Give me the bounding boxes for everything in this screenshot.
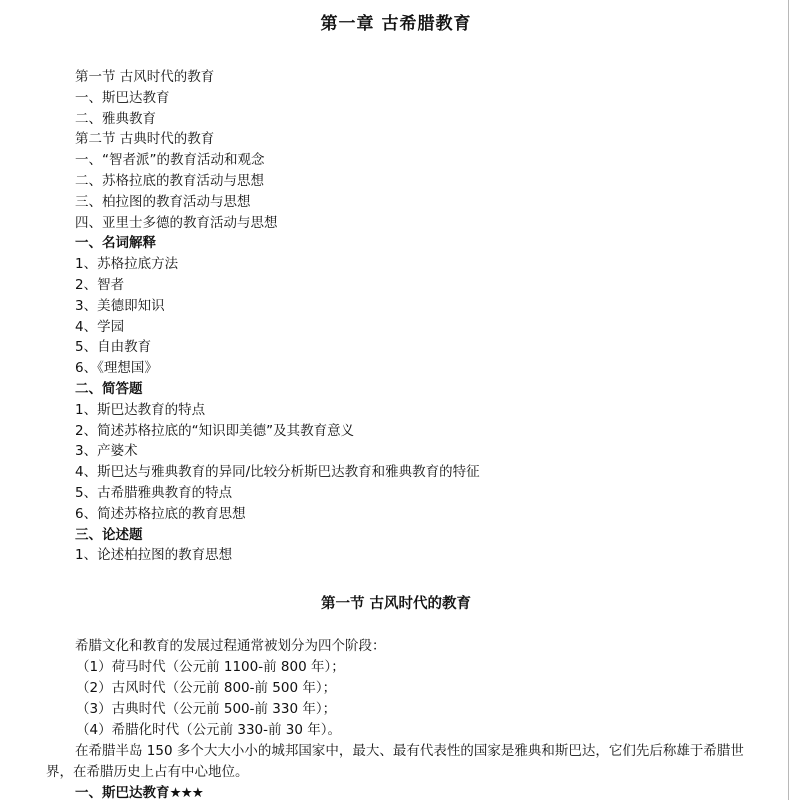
outline-item: 一、“智者派”的教育活动和观念 xyxy=(75,152,265,169)
stage-item: （2）古风时代（公元前 800-前 500 年）； xyxy=(76,680,337,696)
outline-item: 三、柏拉图的教育活动与思想 xyxy=(75,193,251,210)
stage-item: （4）希腊化时代（公元前 330-前 30 年）。 xyxy=(76,722,342,738)
outline-heading: 三、论述题 xyxy=(75,526,143,543)
outline-item: 二、苏格拉底的教育活动与思想 xyxy=(75,172,264,189)
outline-item: 1、苏格拉底方法 xyxy=(75,256,179,273)
body-paragraph: 在希腊半岛 150 多个大大小小的城邦国家中，最大、最有代表性的国家是雅典和斯巴达，它们先后称雄于希腊世界，在希腊历史上占有中心地位。 xyxy=(46,743,744,780)
outline-item: 5、自由教育 xyxy=(75,339,152,356)
outline-item: 4、斯巴达与雅典教育的异同/比较分析斯巴达教育和雅典教育的特征 xyxy=(75,464,480,481)
outline-item: 2、简述苏格拉底的“知识即美德”及其教育意义 xyxy=(75,422,355,439)
outline-item: 1、论述柏拉图的教育思想 xyxy=(75,547,233,564)
outline-item: 4、学园 xyxy=(75,318,125,335)
outline-item: 第二节 古典时代的教育 xyxy=(75,131,215,148)
outline-item: 3、产婆术 xyxy=(75,443,138,460)
outline-item: 四、亚里士多德的教育活动与思想 xyxy=(75,214,278,231)
stage-item: （1）荷马时代（公元前 1100-前 800 年）； xyxy=(76,659,345,675)
outline-item: 2、智者 xyxy=(75,276,125,293)
outline-item: 1、斯巴达教育的特点 xyxy=(75,401,206,418)
chapter-title: 第一章 古希腊教育 xyxy=(320,14,472,34)
outline-item: 第一节 古风时代的教育 xyxy=(75,69,215,85)
outline-item: 二、雅典教育 xyxy=(75,110,156,127)
outline-item: 3、美德即知识 xyxy=(75,297,165,314)
outline-item: 一、斯巴达教育 xyxy=(75,89,170,106)
section-heading: 第一节 古风时代的教育 xyxy=(320,596,472,612)
page-edge-line xyxy=(788,0,789,800)
outline-item: 6、《理想国》 xyxy=(75,360,158,377)
outline-item: 6、简述苏格拉底的教育思想 xyxy=(75,505,246,522)
importance-stars-icon: ★★★ xyxy=(169,785,203,801)
subsection-title: 一、斯巴达教育 xyxy=(75,785,170,801)
intro-paragraph: 希腊文化和教育的发展过程通常被划分为四个阶段： xyxy=(75,638,386,654)
chapter-outline xyxy=(75,67,480,566)
outline-item: 5、古希腊雅典教育的特点 xyxy=(75,484,233,501)
outline-heading: 二、简答题 xyxy=(75,380,143,397)
section-content xyxy=(46,636,756,804)
stage-item: （3）古典时代（公元前 500-前 330 年）； xyxy=(76,701,337,717)
outline-heading: 一、名词解释 xyxy=(75,235,156,252)
subsection-heading xyxy=(46,783,756,804)
